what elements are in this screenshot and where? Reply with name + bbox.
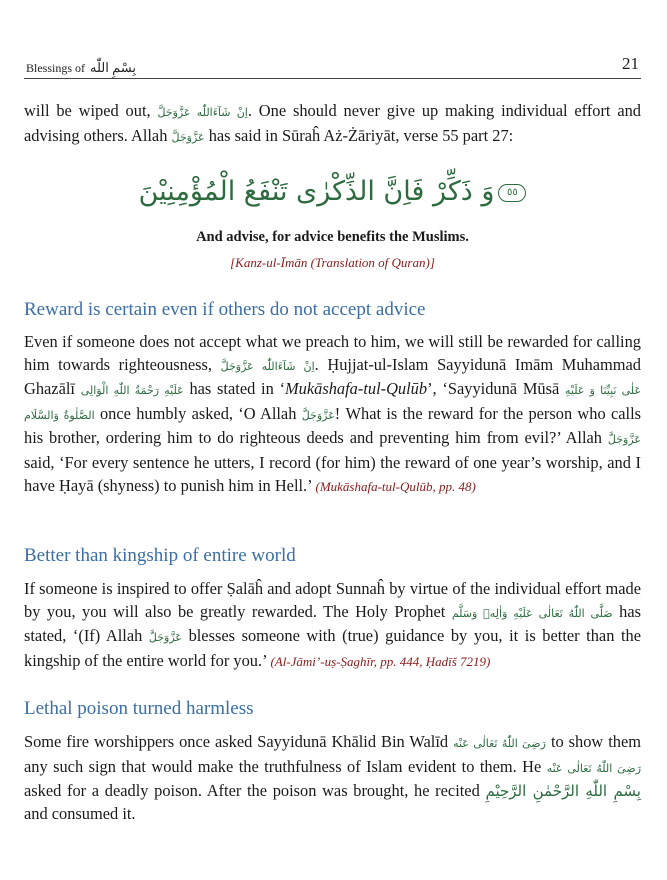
page-header [24, 52, 641, 76]
arabic-phrase: صَلَّى اللّٰهُ تَعَالٰى عَلَيْهِ وَاٰلِهٖ وَسَلَّم [451, 606, 613, 620]
text-run: and consumed it. [24, 803, 136, 823]
arabic-phrase: عَزَّوَجَلَّ [301, 408, 335, 422]
arabic-phrase: عَلٰى نَبِيِّنَا وَ عَلَيْهِ الصَّلٰوةُ وَالسَّلَام [24, 384, 642, 422]
text-run: Even if someone does not accept what we preach to him, we will still be rewarded for calling him towards righteousness, [24, 332, 641, 374]
text-run: to show them any such sign that would make the truthfulness of Islam evident to them. He [24, 732, 641, 776]
citation: (Mukāshafa-tul-Qulūb, pp. 48) [315, 478, 476, 494]
arabic-phrase: اِنْ شَآءَاللّٰه عَزَّوَجَلَّ [157, 106, 248, 119]
section-paragraph [24, 578, 641, 673]
text-run: blesses someone with (true) guidance by you, it is better than the kingship of the entire world for you.’ [24, 626, 642, 670]
section-paragraph [24, 331, 641, 498]
page-number: 21 [622, 54, 639, 73]
text-run: ! What is the reward for the person who calls his brother, ordering him to do righteous deeds and preventing him from evil?’ Allah [24, 403, 641, 448]
arabic-phrase: عَزَّوَجَلَّ [171, 130, 205, 144]
section-heading: Better than kingship of entire world [24, 545, 296, 566]
running-title-arabic: بِسْمِ اللّٰه [90, 60, 136, 75]
section-paragraph [24, 731, 641, 825]
intro-paragraph [24, 100, 641, 149]
header-rule [24, 78, 641, 79]
text-run: If someone is inspired to offer Ṣalāĥ and adopt Sunnaĥ by virtue of the individual effort made by you, you will also be greatly rewarded. The Holy Prophet [24, 579, 641, 621]
arabic-phrase: بِسْمِ اللّٰهِ الرَّحْمٰنِ الرَّحِيْمِ [485, 782, 641, 801]
quran-verse [24, 176, 641, 207]
text-run: asked for a deadly poison. After the poison was brought, he recited [24, 781, 480, 801]
translation-source: [Kanz-ul-Īmān (Translation of Quran)] [230, 255, 435, 270]
section-heading: Lethal poison turned harmless [24, 698, 254, 719]
book-title: Mukāshafa-tul-Qulūb [285, 379, 428, 399]
verse-number: ٥٥ [498, 184, 526, 202]
running-title [26, 60, 136, 76]
citation: (Al-Jāmi’-uṣ-Ṣaghīr, pp. 444, Ḥadīš 7219) [270, 653, 491, 669]
text-run: has stated, ‘(If) Allah [24, 601, 641, 646]
running-title-text: Blessings of [26, 61, 86, 75]
verse-translation: And advise, for advice benefits the Muslims. [196, 229, 469, 245]
section-heading: Reward is certain even if others do not accept advice [24, 299, 426, 320]
arabic-phrase: عَزَّوَجَلَّ [148, 631, 182, 645]
text-run: ’, ‘Sayyidunā Mūsā [427, 379, 560, 399]
text-run: . Ḥujjat-ul-Islam Sayyidunā Imām Muhammad Ghazālī [24, 354, 641, 399]
text-run: has stated in ‘ [189, 379, 286, 399]
text-run: once humbly asked, ‘O Allah [99, 403, 297, 423]
arabic-phrase: عَلَيْهِ رَحْمَةُ اللّٰهِ الْوَالِى [80, 384, 184, 398]
text-run: . One should never give up making individual effort and advising others. Allah [24, 101, 641, 145]
arabic-phrase: رَضِىَ اللّٰهُ تَعَالٰى عَنْه [453, 737, 546, 750]
verse-arabic: وَ ذَكِّرْ فَاِنَّ الذِّكْرٰى تَنْفَعُ الْمُؤْمِنِيْنَ [138, 176, 495, 207]
text-run: Some fire worshippers once asked Sayyidunā Khālid Bin Walīd [24, 732, 449, 751]
text-run: said, ‘For every sentence he utters, I record (for him) the reward of one year’s worship, and I have Ḥayā (shyness) to punish him in Hell.’ [24, 452, 641, 495]
arabic-phrase: عَزَّوَجَلَّ [607, 433, 641, 447]
text-run: has said in Sūraĥ Aż-Żāriyāt, verse 55 part 27: [208, 125, 514, 145]
text-run: will be wiped out, [24, 101, 151, 120]
arabic-phrase: رَضِىَ اللّٰهُ تَعَالٰى عَنْه [546, 761, 642, 775]
arabic-phrase: اِنْ شَآءَاللّٰه عَزَّوَجَلَّ [220, 359, 315, 373]
